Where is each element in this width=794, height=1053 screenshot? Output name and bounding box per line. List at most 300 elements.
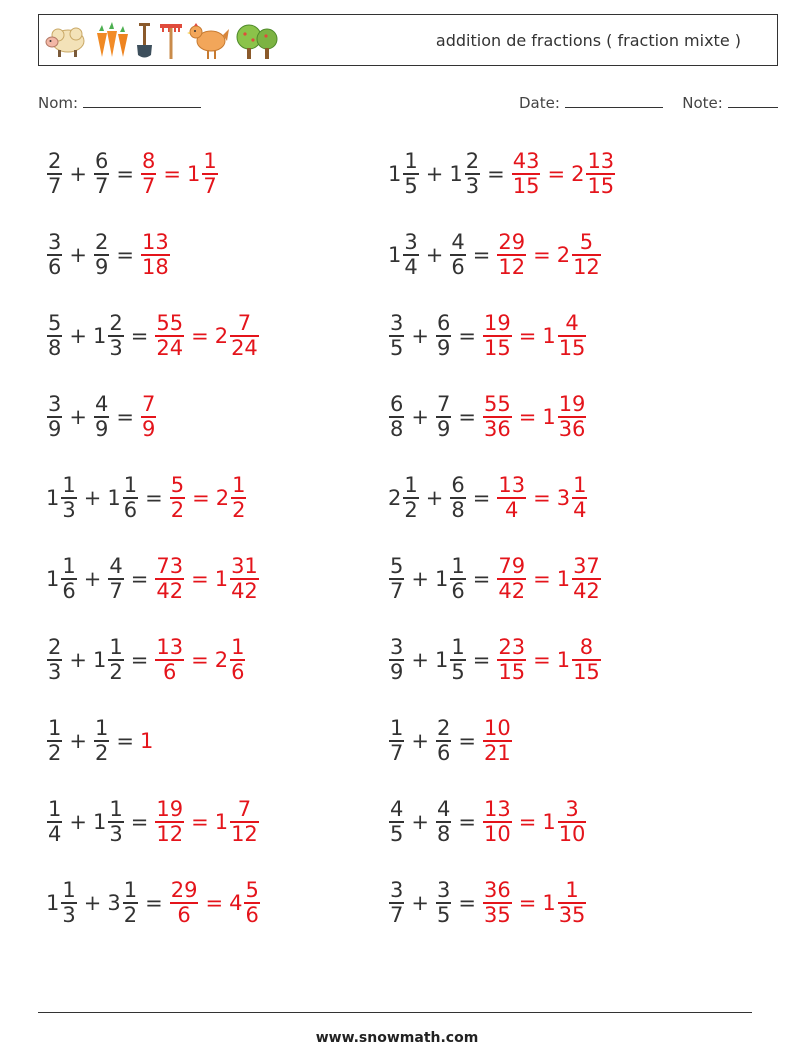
- addend-2: [449, 150, 481, 198]
- fraction: [436, 393, 451, 441]
- operator: +: [83, 567, 102, 591]
- fraction: [170, 474, 185, 522]
- fraction: [389, 798, 404, 846]
- numerator: 1: [62, 554, 76, 579]
- denominator: 6: [177, 902, 191, 927]
- addend-2: [93, 798, 125, 846]
- denominator: 12: [231, 821, 258, 846]
- denominator: 15: [483, 335, 511, 360]
- operator: =: [191, 648, 209, 672]
- problem-17: [46, 792, 260, 852]
- answer-mixed: [542, 798, 587, 846]
- denominator: 42: [573, 578, 600, 603]
- fraction: [558, 312, 587, 360]
- operator: +: [411, 567, 429, 591]
- addend-2: [93, 150, 110, 198]
- sheep-icon: [43, 21, 89, 61]
- operator: =: [130, 567, 149, 591]
- numerator: 1: [62, 473, 76, 498]
- answer-mixed: [542, 879, 587, 927]
- denominator: 2: [170, 497, 185, 522]
- fraction: [123, 879, 138, 927]
- fraction: [47, 150, 62, 198]
- problem-13: [46, 630, 246, 690]
- operator: =: [163, 162, 181, 186]
- problem-10: [388, 468, 588, 528]
- fraction: [244, 879, 259, 927]
- numerator: 2: [436, 716, 451, 741]
- problem-20: [388, 873, 587, 933]
- numerator: 1: [109, 635, 123, 660]
- numerator: 7: [237, 797, 252, 822]
- denominator: 10: [483, 821, 511, 846]
- fraction: [450, 636, 465, 684]
- operator: =: [458, 324, 476, 348]
- fraction: [483, 879, 512, 927]
- denominator: 7: [390, 740, 404, 765]
- operator: =: [116, 243, 134, 267]
- problem-9: [46, 468, 247, 528]
- numerator: 73: [156, 554, 184, 579]
- fraction: [47, 231, 62, 279]
- worksheet-header: [38, 14, 778, 66]
- operator: =: [145, 486, 163, 510]
- fraction: [141, 231, 170, 279]
- problem-15: [46, 711, 153, 771]
- whole-number: 2: [215, 486, 230, 510]
- denominator: 2: [123, 902, 138, 927]
- fraction: [450, 231, 465, 279]
- operator: =: [518, 324, 537, 348]
- fraction: [230, 312, 259, 360]
- operator: +: [411, 810, 429, 834]
- fraction: [572, 555, 601, 603]
- denominator: 6: [163, 659, 177, 684]
- answer-fraction: [154, 555, 185, 603]
- header-icons: [43, 21, 281, 61]
- denominator: 24: [156, 335, 184, 360]
- fraction: [389, 879, 404, 927]
- problem-12: [388, 549, 602, 609]
- answer-fraction: [482, 393, 513, 441]
- numerator: 13: [483, 797, 511, 822]
- fraction: [230, 798, 259, 846]
- fraction: [108, 312, 123, 360]
- whole-number: 1: [92, 648, 107, 672]
- operator: =: [518, 810, 537, 834]
- operator: =: [130, 810, 149, 834]
- operator: =: [533, 567, 551, 591]
- fraction: [497, 474, 526, 522]
- denominator: 4: [404, 254, 418, 279]
- problem-2: [388, 144, 616, 204]
- whole-number: 2: [388, 486, 402, 510]
- fraction: [108, 636, 123, 684]
- operator: =: [130, 648, 149, 672]
- addend-2: [107, 879, 139, 927]
- denominator: 7: [203, 173, 217, 198]
- fraction: [47, 312, 62, 360]
- operator: =: [116, 729, 134, 753]
- numerator: 1: [203, 149, 217, 174]
- numerator: 2: [465, 149, 480, 174]
- problem-6: [388, 306, 587, 366]
- whole-number: 2: [571, 162, 585, 186]
- denominator: 3: [465, 173, 480, 198]
- denominator: 15: [512, 173, 540, 198]
- operator: =: [533, 243, 551, 267]
- operator: =: [472, 567, 491, 591]
- addend-1: [46, 555, 78, 603]
- answer-whole: 1: [139, 729, 154, 753]
- numerator: 3: [390, 878, 404, 903]
- fraction: [230, 636, 245, 684]
- fraction: [47, 798, 62, 846]
- answer-mixed: [215, 798, 260, 846]
- numerator: 10: [483, 716, 511, 741]
- addend-1: [388, 717, 405, 765]
- denominator: 9: [436, 335, 451, 360]
- worksheet-title: addition de fractions ( fraction mixte ): [435, 31, 741, 50]
- problem-1: [46, 144, 219, 204]
- denominator: 15: [558, 335, 586, 360]
- whole-number: 1: [107, 486, 121, 510]
- numerator: 1: [109, 797, 123, 822]
- answer-fraction: [482, 798, 513, 846]
- numerator: 4: [94, 392, 109, 417]
- denominator: 9: [94, 416, 109, 441]
- numerator: 1: [123, 473, 138, 498]
- answer-fraction: [140, 393, 157, 441]
- numerator: 8: [579, 635, 594, 660]
- denominator: 18: [141, 254, 169, 279]
- fraction: [155, 636, 184, 684]
- fraction: [170, 879, 199, 927]
- numerator: 2: [48, 149, 62, 174]
- denominator: 6: [48, 254, 62, 279]
- addend-1: [388, 879, 405, 927]
- operator: =: [116, 162, 134, 186]
- denominator: 5: [390, 335, 404, 360]
- carrots-icon: [91, 21, 131, 61]
- operator: =: [518, 405, 537, 429]
- numerator: 13: [156, 635, 184, 660]
- whole-number: 1: [434, 648, 449, 672]
- fraction: [61, 474, 76, 522]
- answer-mixed: [215, 312, 260, 360]
- numerator: 3: [436, 878, 451, 903]
- denominator: 2: [232, 497, 246, 522]
- answer-fraction: [140, 231, 171, 279]
- fraction: [436, 312, 451, 360]
- name-label: Nom:: [38, 94, 79, 112]
- addend-2: [435, 879, 452, 927]
- whole-number: 1: [542, 891, 556, 915]
- numerator: 2: [48, 635, 62, 660]
- operator: +: [411, 405, 429, 429]
- problem-16: [388, 711, 513, 771]
- numerator: 6: [436, 311, 451, 336]
- numerator: 37: [573, 554, 600, 579]
- numerator: 1: [565, 878, 579, 903]
- numerator: 55: [483, 392, 511, 417]
- addend-1: [46, 798, 63, 846]
- operator: +: [411, 324, 429, 348]
- answer-mixed: [557, 474, 589, 522]
- numerator: 19: [483, 311, 511, 336]
- numerator: 19: [156, 797, 184, 822]
- answer-fraction: [154, 312, 185, 360]
- denominator: 9: [436, 416, 451, 441]
- denominator: 6: [231, 659, 245, 684]
- hen-icon: [187, 21, 231, 61]
- whole-number: 1: [542, 324, 556, 348]
- whole-number: 1: [214, 567, 229, 591]
- fraction: [231, 474, 246, 522]
- fraction: [558, 798, 587, 846]
- problem-11: [46, 549, 260, 609]
- denominator: 24: [231, 335, 258, 360]
- denominator: 9: [48, 416, 62, 441]
- fraction: [61, 879, 76, 927]
- numerator: 43: [512, 149, 540, 174]
- problem-14: [388, 630, 602, 690]
- denominator: 2: [48, 740, 62, 765]
- numerator: 4: [390, 797, 404, 822]
- denominator: 42: [156, 578, 184, 603]
- denominator: 7: [94, 173, 109, 198]
- answer-mixed: [215, 636, 247, 684]
- numerator: 5: [170, 473, 185, 498]
- addend-1: [46, 717, 63, 765]
- footer-url: www.snowmath.com: [315, 1030, 479, 1046]
- fraction: [389, 393, 404, 441]
- fraction: [47, 636, 62, 684]
- addend-1: [46, 879, 78, 927]
- operator: +: [425, 243, 444, 267]
- addend-1: [388, 393, 405, 441]
- whole-number: 2: [214, 324, 229, 348]
- answer-fraction: [169, 474, 186, 522]
- addend-2: [107, 555, 124, 603]
- addend-1: [388, 636, 405, 684]
- fraction: [47, 393, 62, 441]
- denominator: 2: [404, 497, 418, 522]
- numerator: 8: [141, 149, 156, 174]
- grade-label: Note:: [682, 94, 723, 112]
- addend-2: [93, 393, 110, 441]
- numerator: 4: [451, 230, 465, 255]
- numerator: 2: [109, 311, 123, 336]
- addend-1: [388, 312, 405, 360]
- addend-2: [93, 312, 125, 360]
- numerator: 31: [231, 554, 258, 579]
- operator: +: [411, 891, 429, 915]
- operator: =: [145, 891, 163, 915]
- whole-number: 1: [556, 648, 571, 672]
- operator: +: [69, 324, 87, 348]
- denominator: 5: [436, 902, 451, 927]
- denominator: 9: [390, 659, 404, 684]
- fraction: [108, 555, 123, 603]
- addend-2: [435, 636, 467, 684]
- fraction: [483, 798, 512, 846]
- date-grade-fields: [519, 93, 778, 112]
- denominator: 35: [483, 902, 511, 927]
- operator: +: [69, 648, 87, 672]
- fraction: [403, 474, 418, 522]
- denominator: 6: [62, 578, 76, 603]
- denominator: 8: [48, 335, 62, 360]
- answer-fraction: [140, 150, 157, 198]
- numerator: 6: [94, 149, 109, 174]
- numerator: 7: [141, 392, 156, 417]
- operator: =: [130, 324, 149, 348]
- numerator: 3: [48, 230, 62, 255]
- whole-number: 1: [92, 324, 107, 348]
- numerator: 5: [48, 311, 62, 336]
- operator: =: [533, 486, 551, 510]
- numerator: 1: [573, 473, 587, 498]
- fraction: [450, 555, 465, 603]
- answer-mixed: [187, 150, 219, 198]
- numerator: 1: [62, 878, 76, 903]
- fraction: [389, 555, 404, 603]
- operator: =: [205, 891, 224, 915]
- denominator: 6: [123, 497, 138, 522]
- fraction: [436, 798, 451, 846]
- addend-1: [388, 474, 420, 522]
- fraction: [483, 717, 512, 765]
- whole-number: 1: [92, 810, 107, 834]
- fraction: [108, 798, 123, 846]
- answer-mixed: [557, 231, 602, 279]
- numerator: 1: [232, 473, 246, 498]
- answer-fraction: [482, 879, 513, 927]
- numerator: 3: [390, 635, 404, 660]
- addend-2: [435, 555, 467, 603]
- numerator: 1: [404, 149, 418, 174]
- fraction: [389, 636, 404, 684]
- whole-number: 1: [46, 567, 60, 591]
- numerator: 7: [237, 311, 252, 336]
- fraction: [497, 231, 526, 279]
- numerator: 1: [390, 716, 404, 741]
- denominator: 9: [94, 254, 109, 279]
- fraction: [155, 555, 184, 603]
- numerator: 4: [565, 311, 579, 336]
- denominator: 4: [505, 497, 519, 522]
- addend-2: [435, 393, 452, 441]
- fraction: [47, 717, 62, 765]
- denominator: 2: [94, 740, 109, 765]
- answer-mixed: [542, 393, 587, 441]
- operator: =: [472, 486, 491, 510]
- operator: =: [458, 405, 476, 429]
- name-line[interactable]: [83, 93, 201, 108]
- numerator: 13: [498, 473, 526, 498]
- numerator: 4: [436, 797, 451, 822]
- numerator: 3: [404, 230, 418, 255]
- operator: +: [83, 486, 102, 510]
- addend-2: [93, 717, 110, 765]
- answer-fraction: [154, 798, 185, 846]
- problem-5: [46, 306, 260, 366]
- problem-19: [46, 873, 261, 933]
- operator: +: [69, 243, 87, 267]
- operator: =: [458, 891, 476, 915]
- grade-line[interactable]: [728, 93, 778, 108]
- fraction: [94, 150, 109, 198]
- fraction: [94, 717, 109, 765]
- denominator: 10: [558, 821, 586, 846]
- fraction: [572, 231, 601, 279]
- rake-icon: [157, 21, 185, 61]
- problem-18: [388, 792, 587, 852]
- addend-1: [46, 150, 63, 198]
- denominator: 42: [231, 578, 258, 603]
- numerator: 19: [558, 392, 586, 417]
- fraction: [61, 555, 76, 603]
- numerator: 1: [48, 716, 62, 741]
- operator: =: [192, 486, 210, 510]
- fraction: [403, 150, 418, 198]
- fraction: [155, 798, 184, 846]
- operator: =: [191, 810, 209, 834]
- addend-1: [46, 393, 63, 441]
- answer-fraction: [511, 150, 542, 198]
- whole-number: 1: [542, 405, 556, 429]
- numerator: 5: [579, 230, 594, 255]
- operator: =: [518, 891, 537, 915]
- fraction: [141, 150, 156, 198]
- addend-1: [46, 312, 63, 360]
- denominator: 3: [109, 335, 123, 360]
- operator: =: [458, 729, 476, 753]
- numerator: 1: [231, 635, 245, 660]
- numerator: 29: [498, 230, 526, 255]
- answer-mixed: [542, 312, 587, 360]
- addend-2: [435, 312, 452, 360]
- addend-2: [435, 798, 452, 846]
- fraction: [436, 879, 451, 927]
- answer-fraction: [154, 636, 185, 684]
- fraction: [230, 555, 259, 603]
- denominator: 36: [483, 416, 511, 441]
- date-label: Date:: [519, 94, 560, 112]
- numerator: 13: [587, 149, 615, 174]
- answer-mixed: [557, 555, 602, 603]
- denominator: 6: [436, 740, 451, 765]
- fraction: [497, 636, 526, 684]
- answer-fraction: [482, 312, 513, 360]
- whole-number: 2: [556, 243, 571, 267]
- numerator: 1: [123, 878, 138, 903]
- fraction: [572, 636, 601, 684]
- fraction: [202, 150, 217, 198]
- numerator: 6: [390, 392, 404, 417]
- addend-2: [449, 231, 466, 279]
- whole-number: 1: [388, 243, 402, 267]
- footer-divider: [38, 1012, 752, 1013]
- answer-mixed: [229, 879, 261, 927]
- numerator: 1: [451, 554, 465, 579]
- whole-number: 1: [449, 162, 463, 186]
- denominator: 8: [451, 497, 465, 522]
- denominator: 7: [109, 578, 123, 603]
- denominator: 9: [141, 416, 156, 441]
- date-line[interactable]: [565, 93, 663, 108]
